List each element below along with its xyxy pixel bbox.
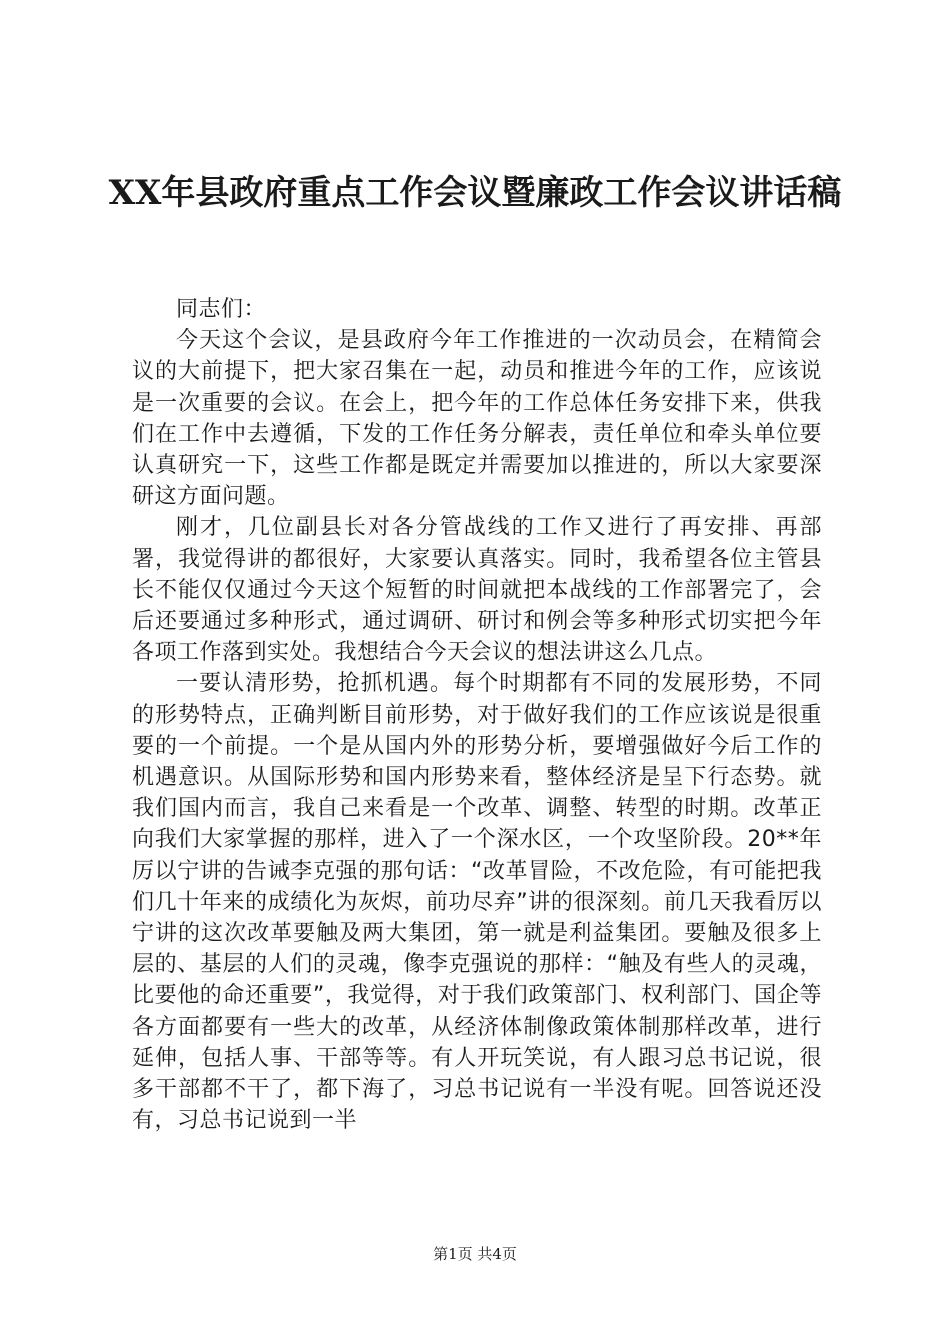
paragraph-2: 刚才，几位副县长对各分管战线的工作又进行了再安排、再部署，我觉得讲的都很好，大家要认真落实。同时，我希望各位主管县长不能仅仅通过今天这个短暂的时间就把本战线的工作部署完了，会后还要通过多种形式，通过调研、研讨和例会等多种形式切实把今年各项工作落到实处。我想结合今天会议的想法讲这么几点。 (132, 515, 822, 666)
salutation: 同志们： (176, 297, 267, 322)
document-title: XX年县政府重点工作会议暨廉政工作会议讲话稿 (108, 173, 842, 213)
paragraph-3: 一要认清形势，抢抓机遇。每个时期都有不同的发展形势，不同的形势特点，正确判断目前形势，对于做好我们的工作应该说是很重要的一个前提。一个是从国内外的形势分析，要增强做好今后工作的机遇意识。从国际形势和国内形势来看，整体经济是呈下行态势。就我们国内而言，我自己来看是一个改革、调整、转型的时期。改革正向我们大家掌握的那样，进入了一个深水区，一个攻坚阶段。20**年厉以宁讲的告诫李克强的那句话：“改革冒险，不改危险，有可能把我们几十年来的成绩化为灰烬，前功尽弃”讲的很深刻。前几天我看厉以宁讲的这次改革要触及两大集团，第一就是利益集团。要触及很多上层的、基层的人们的灵魂，像李克强说的那样：“触及有些人的灵魂，比要他的命还重要”，我觉得，对于我们政策部门、权利部门、国企等各方面都要有一些大的改革，从经济体制像政策体制那样改革，进行延伸，包括人事、干部等等。有人开玩笑说，有人跟习总书记说，很多干部都不干了，都下海了，习总书记说有一半没有呢。回答说还没有，习总书记说到一半 (132, 671, 822, 1134)
paragraph-1: 今天这个会议，是县政府今年工作推进的一次动员会，在精简会议的大前提下，把大家召集在一起，动员和推进今年的工作，应该说是一次重要的会议。在会上，把今年的工作总体任务安排下来，供我们在工作中去遵循，下发的工作任务分解表，责任单位和牵头单位要认真研究一下，这些工作都是既定并需要加以推进的，所以大家要深研这方面问题。 (132, 328, 822, 510)
page-footer: 第1页 共4页 (433, 1245, 517, 1263)
document-body (132, 294, 822, 1136)
